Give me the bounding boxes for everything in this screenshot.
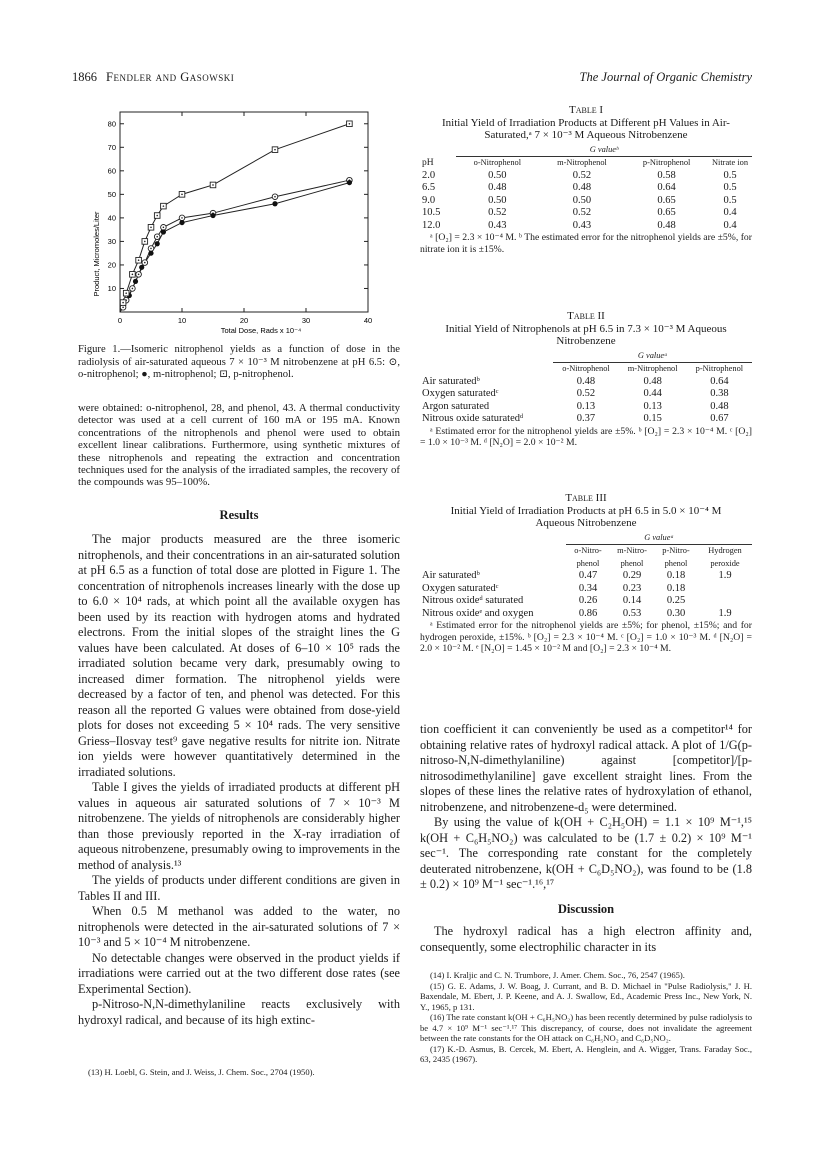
marker-dot bbox=[138, 259, 140, 261]
cell: 0.65 bbox=[657, 207, 676, 218]
p-nitrophenol-point bbox=[347, 121, 353, 127]
o-nitrophenol-point bbox=[272, 194, 278, 200]
cell: 0.86 bbox=[578, 607, 598, 619]
marker-dot bbox=[122, 302, 124, 304]
col-header: pH bbox=[422, 157, 434, 168]
x-tick-label: 20 bbox=[239, 316, 249, 325]
p-nitrophenol-point bbox=[179, 192, 185, 198]
marker-dot bbox=[181, 217, 183, 219]
cell: 0.4 bbox=[723, 207, 737, 218]
cell: 0.48 bbox=[710, 400, 729, 412]
table-2-label: Table II bbox=[567, 310, 605, 322]
m-nitrophenol-point bbox=[161, 229, 166, 234]
page-number: 1866 bbox=[72, 70, 97, 84]
cell: 0.15 bbox=[643, 413, 662, 424]
cell: 12.0 bbox=[422, 219, 441, 231]
p-nitrophenol-point bbox=[272, 147, 278, 153]
table-1 bbox=[420, 104, 752, 255]
marker-dot bbox=[138, 274, 140, 276]
marker-dot bbox=[163, 205, 165, 207]
cell: 0.50 bbox=[488, 194, 507, 206]
paragraph: The yields of products under different conditions are given in Tables II and III. bbox=[78, 873, 400, 903]
footnote-text: ᵃ Estimated error for the nitrophenol yields are ±5%; for phenol, ±15%; and for hydrogen peroxide, ±15%. ᵇ [O₂] = 2.3 × 10⁻⁴ M. ᶜ [O₂] = 1.0 × 10⁻³ M. ᵈ [N₂O] = 2.0 × 10⁻² M. ᵉ [N₂O] = 1.45 × 10⁻² M and [O₂] = 2.3 × 10⁻⁴ M. bbox=[420, 620, 752, 654]
cell: Oxygen saturatedᶜ bbox=[422, 388, 499, 399]
paragraph: p-Nitroso-N,N-dimethylaniline reacts exclusively with hydroxyl radical, and because of its high extinc- bbox=[78, 997, 400, 1027]
x-tick-label: 0 bbox=[117, 316, 123, 325]
cell: 0.23 bbox=[622, 582, 642, 594]
cell: Air saturatedᵇ bbox=[422, 375, 480, 387]
paragraph: The hydroxyl radical has a high electron affinity and, consequently, some electrophilic character in its bbox=[420, 924, 752, 954]
x-tick-label: 40 bbox=[363, 316, 373, 325]
m-nitrophenol-point bbox=[347, 180, 352, 185]
cell bbox=[698, 583, 752, 596]
col-header: m-Nitrophenol bbox=[627, 364, 678, 373]
paragraph: When 0.5 M methanol was added to the water, no nitrophenols were detected in the air-saturated solutions of 7 × 10⁻³ and 5 × 10⁻⁴ M nitrobenzene. bbox=[78, 904, 400, 949]
col-header: m-Nitro-phenol bbox=[617, 546, 647, 568]
y-tick-label: 50 bbox=[107, 189, 116, 199]
marker-dot bbox=[132, 274, 134, 276]
m-nitrophenol-point bbox=[133, 279, 138, 284]
results-text bbox=[78, 532, 400, 1028]
paragraph: tion coefficient it can conveniently be used as a competitor¹⁴ for obtaining relative rates of hydroxyl radical attack. A plot of 1/G(p-nitroso-N,N-dimethylaniline) against [competitor]/[p-nitrosodimethylaniline] gave excellent straight lines. From the slopes of these lines the relative rates of hydroxylation of ethanol, nitrobenzene, and nitrobenzene-d₅ were determined. bbox=[420, 722, 752, 814]
cell: 0.52 bbox=[572, 207, 592, 218]
cell: 1.9 bbox=[718, 607, 732, 619]
marker-dot bbox=[163, 226, 165, 228]
cell: 10.5 bbox=[422, 207, 441, 218]
p-nitrophenol-point bbox=[120, 300, 126, 306]
cell: 0.52 bbox=[576, 388, 596, 399]
m-nitrophenol-point bbox=[210, 213, 215, 218]
o-nitrophenol-point bbox=[142, 260, 148, 266]
col-header: p-Nitro-phenol bbox=[662, 546, 690, 568]
cell: 0.37 bbox=[576, 413, 596, 424]
cell: 0.5 bbox=[723, 182, 737, 193]
col-header: Nitrate ion bbox=[711, 158, 749, 167]
marker-dot bbox=[150, 248, 152, 250]
table-2 bbox=[420, 310, 752, 449]
footnote-15: (15) G. E. Adams, J. W. Boag, J. Currant, and B. D. Michael in "Pulse Radiolysis," J. H. Baxendale, M. Ebert, J. P. Keene, and A. J. Swallow, Ed., Academic Press Inc., New York, N. Y., 1965, p 131. bbox=[420, 980, 752, 1012]
p-nitrophenol-point bbox=[136, 257, 142, 263]
m-nitrophenol-point bbox=[179, 220, 184, 225]
m-nitrophenol-point bbox=[148, 251, 153, 256]
nitrophenol-dose-chart bbox=[78, 104, 398, 340]
table-1-label: Table I bbox=[568, 104, 604, 116]
p-nitrophenol-point bbox=[161, 203, 167, 209]
discussion-text bbox=[420, 924, 752, 955]
o-nitrophenol-point bbox=[154, 234, 160, 240]
table-row bbox=[420, 413, 752, 426]
plot-frame bbox=[120, 112, 368, 312]
m-nitrophenol-curve bbox=[120, 183, 349, 312]
cell bbox=[698, 595, 752, 608]
section-heading-results: Results bbox=[219, 508, 259, 522]
figure-caption: Figure 1.—Isomeric nitrophenol yields as a function of dose in the radiolysis of air-saturated aqueous 7 × 10⁻³ M nitrobenzene at pH 6.5: ⊙, o-nitrophenol; ●, m-nitrophenol; ⊡, p-nitrophenol. bbox=[78, 344, 400, 380]
p-nitrophenol-point bbox=[130, 272, 136, 278]
marker-dot bbox=[156, 215, 158, 217]
table-1-title: Initial Yield of Irradiation Products at Different pH Values in Air-Saturated,ᵃ 7 × 10⁻³ M Aqueous Nitrobenzene bbox=[442, 116, 730, 141]
table-2-footnote bbox=[420, 426, 752, 449]
footnote-17: (17) K.-D. Asmus, B. Cercek, M. Ebert, A. Henglein, and A. Wigger, Trans. Faraday Soc., 63, 2435 (1967). bbox=[420, 1043, 752, 1064]
y-tick-label: 80 bbox=[107, 119, 116, 129]
x-tick-label: 10 bbox=[177, 316, 187, 325]
paragraph: were obtained: o-nitrophenol, 28, and phenol, 43. A thermal conductivity detector was used at a cell current of 160 mA or 195 mA. Known concentrations of the nitrophenols and phenol were used to obtain excellent linear calibrations. Furthermore, using synthetic mixtures of these nitrophenols and repeating the extraction and concentration techniques used for the analysis of the irradiated samples, the recovery of the compounds was 95–100%. bbox=[78, 402, 400, 489]
cell: 0.18 bbox=[666, 582, 686, 594]
table-3-footnote bbox=[420, 620, 752, 655]
marker-dot bbox=[144, 262, 146, 264]
y-tick-label: 40 bbox=[107, 213, 116, 223]
right-column-text bbox=[420, 722, 752, 893]
table-row bbox=[420, 207, 752, 220]
paragraph: Table I gives the yields of irradiated products at different pH values in aqueous air saturated solutions of 7 × 10⁻³ M nitrobenzene. The yields of nitrophenols are considerably higher than those previously reported in the X-ray irradiation of aqueous nitrobenzene, presumably owing to improvements in the method of analysis.¹³ bbox=[78, 780, 400, 872]
p-nitrophenol-point bbox=[148, 224, 154, 230]
cell: 1.9 bbox=[718, 570, 732, 581]
cell: 0.5 bbox=[723, 194, 737, 206]
cell: 0.18 bbox=[666, 570, 686, 581]
m-nitrophenol-point bbox=[272, 201, 277, 206]
marker-dot bbox=[349, 123, 351, 125]
cell: 0.4 bbox=[723, 219, 737, 231]
y-tick-label: 30 bbox=[107, 236, 116, 246]
marker-dot bbox=[274, 196, 276, 198]
cell: 0.47 bbox=[578, 570, 598, 581]
table-1-footnote bbox=[420, 232, 752, 255]
cell: 6.5 bbox=[422, 182, 436, 193]
cell: 0.50 bbox=[572, 194, 592, 206]
y-tick-label: 70 bbox=[107, 142, 116, 152]
o-nitrophenol-point bbox=[130, 286, 136, 292]
cell: 0.26 bbox=[578, 595, 598, 606]
o-nitrophenol-point bbox=[148, 246, 154, 252]
paragraph: The major products measured are the three isomeric nitrophenols, and their concentrations in an air-saturated solution at pH 6.5 as a function of total dose are plotted in Figure 1. The concentration of nitrophenols increases linearly with the dose up to 6.0 × 10⁴ rads, at which point all the available oxygen has been used by its reaction with hydrogen atoms and hydrated electrons. From the initial slopes of the straight lines the G values have been calculated. At doses of 6–10 × 10⁵ rads the irradiated solution became very dark, presumably owing to increased dimer formation. The nitrophenol yields were decreased by a factor of ten, and phenol was detected. For this reason all the reported G values were obtained from dose-yield plots for doses not exceeding 5 × 10⁴ rads. The very sensitive Griess–Ilosvay test⁹ gave negative results for nitrite ion. Nitrate ion yields were however quantitatively determined in the irradiated solutions. bbox=[78, 532, 400, 779]
p-nitrophenol-point bbox=[154, 213, 160, 219]
cell: 0.53 bbox=[622, 607, 642, 619]
y-tick-label: 60 bbox=[107, 166, 116, 176]
x-axis-label: Total Dose, Rads x 10⁻⁴ bbox=[220, 326, 302, 335]
journal-name: The Journal of Organic Chemistry bbox=[579, 70, 752, 84]
marker-dot bbox=[132, 288, 134, 290]
table-row bbox=[420, 608, 752, 621]
table-3-g-header: G valueᵃ bbox=[644, 532, 674, 542]
table-3 bbox=[420, 492, 752, 655]
table-1-g-header: G valueᵇ bbox=[589, 144, 619, 154]
cell: 0.43 bbox=[572, 219, 592, 231]
paragraph: By using the value of k(OH + C₂H₅OH) = 1.1 × 10⁹ M⁻¹,¹⁵ k(OH + C₆H₅NO₂) was calculated to be (1.7 ± 0.2) × 10⁹ M⁻¹ sec⁻¹. The corresponding rate constant for the completely deuterated nitrobenzene, k(OH + C₆D₅NO₂), was found to be (1.8 ± 0.2) × 10⁹ M⁻¹ sec⁻¹.¹⁶,¹⁷ bbox=[420, 815, 752, 891]
col-header: Hydrogen peroxide bbox=[708, 546, 742, 568]
figure-1 bbox=[78, 104, 398, 340]
cell: 0.52 bbox=[488, 207, 507, 218]
cell: 0.52 bbox=[572, 169, 592, 181]
cell: 0.29 bbox=[622, 570, 642, 581]
marker-dot bbox=[125, 292, 127, 294]
cell: 0.30 bbox=[666, 607, 686, 619]
footnote-13 bbox=[78, 1067, 400, 1078]
y-axis-label: Product, Micromoles/Liter bbox=[92, 211, 101, 297]
table-row bbox=[420, 376, 752, 389]
marker-dot bbox=[274, 149, 276, 151]
marker-dot bbox=[150, 226, 152, 228]
methods-paragraph-end bbox=[78, 402, 400, 489]
table-row bbox=[420, 570, 752, 583]
table-row bbox=[420, 220, 752, 233]
marker-dot bbox=[181, 194, 183, 196]
o-nitrophenol-curve bbox=[120, 180, 349, 312]
marker-dot bbox=[156, 236, 158, 238]
cell: Nitrous oxideᵉ and oxygen bbox=[422, 607, 534, 619]
cell: Argon saturated bbox=[422, 400, 490, 412]
col-header: o-Nitro-phenol bbox=[574, 546, 602, 568]
o-nitrophenol-point bbox=[179, 215, 185, 221]
cell: 0.50 bbox=[488, 169, 507, 181]
cell: 0.25 bbox=[666, 595, 686, 606]
marker-dot bbox=[212, 184, 214, 186]
footnote-14: (14) I. Kraljic and C. N. Trumbore, J. Amer. Chem. Soc., 76, 2547 (1965). bbox=[430, 970, 685, 980]
cell: Air saturatedᵇ bbox=[422, 570, 480, 581]
m-nitrophenol-point bbox=[139, 265, 144, 270]
table-row bbox=[420, 195, 752, 208]
cell: 0.48 bbox=[572, 182, 592, 193]
footnote-16: (16) The rate constant k(OH + C₆H₅NO₂) has been recently determined by pulse radiolysis to be 4.7 × 10⁹ M⁻¹ sec⁻¹.¹⁷ This discrepancy, of course, does not invalidate the agreement between the rate constants for the OH attack on C₆H₅NO₂ and C₆D₅NO₂. bbox=[420, 1012, 752, 1043]
p-nitrophenol-point bbox=[210, 182, 216, 188]
col-header: o-Nitrophenol bbox=[562, 364, 610, 373]
cell: 9.0 bbox=[422, 194, 436, 206]
cell: Nitrous oxide saturatedᵈ bbox=[422, 413, 524, 424]
table-2-g-header: G valueᵃ bbox=[637, 350, 668, 360]
section-heading-discussion: Discussion bbox=[557, 902, 615, 916]
p-nitrophenol-point bbox=[142, 239, 148, 245]
paragraph: No detectable changes were observed in the product yields if irradiations were carried out at the two different dose rates (see Experimental Section). bbox=[78, 950, 400, 996]
cell: 0.38 bbox=[710, 388, 729, 399]
col-header: p-Nitrophenol bbox=[642, 158, 691, 167]
o-nitrophenol-point bbox=[161, 224, 167, 230]
footnote-text: ᵃ Estimated error for the nitrophenol yields are ±5%. ᵇ [O₂] = 2.3 × 10⁻⁴ M. ᶜ [O₂] = 1.0 × 10⁻³ M. ᵈ [N₂O] = 2.0 × 10⁻² M. bbox=[420, 425, 752, 448]
cell: 0.48 bbox=[643, 375, 662, 387]
marker-dot bbox=[122, 306, 124, 308]
table-row bbox=[420, 182, 752, 195]
table-3-label: Table III bbox=[565, 492, 607, 504]
m-nitrophenol-point bbox=[155, 241, 160, 246]
footnotes-right bbox=[420, 970, 752, 1065]
cell: 0.64 bbox=[657, 182, 676, 193]
table-2-title: Initial Yield of Nitrophenols at pH 6.5 in 7.3 × 10⁻³ M Aqueous Nitrobenzene bbox=[445, 322, 727, 347]
cell: 0.67 bbox=[710, 413, 729, 424]
x-tick-label: 30 bbox=[301, 316, 311, 325]
y-tick-label: 10 bbox=[107, 283, 116, 293]
cell: 0.48 bbox=[488, 182, 507, 193]
table-row bbox=[420, 388, 752, 401]
col-header: p-Nitrophenol bbox=[695, 364, 744, 373]
table-3-grid bbox=[420, 532, 752, 621]
cell: 0.48 bbox=[657, 219, 676, 231]
cell: 0.13 bbox=[643, 400, 662, 412]
cell: 2.0 bbox=[422, 169, 436, 181]
col-header: o-Nitrophenol bbox=[473, 158, 522, 167]
cell: Nitrous oxideᵈ saturated bbox=[422, 595, 524, 606]
cell: Oxygen saturatedᶜ bbox=[422, 582, 499, 594]
cell: 0.48 bbox=[576, 375, 596, 387]
col-header: m-Nitrophenol bbox=[557, 158, 607, 167]
o-nitrophenol-point bbox=[136, 272, 142, 278]
p-nitrophenol-point bbox=[123, 290, 129, 296]
running-authors: Fendler and Gasowski bbox=[106, 70, 235, 84]
table-row bbox=[420, 583, 752, 596]
marker-dot bbox=[144, 241, 146, 243]
table-row bbox=[420, 170, 752, 183]
cell: 0.13 bbox=[576, 400, 596, 412]
table-row bbox=[420, 401, 752, 414]
table-1-grid bbox=[420, 144, 752, 233]
cell: 0.43 bbox=[488, 219, 507, 231]
footnote-text: ᵃ [O₂] = 2.3 × 10⁻⁴ M. ᵇ The estimated error for the nitrophenol yields are ±5%, for nitrate ion it is ±15%. bbox=[420, 232, 752, 255]
cell: 0.44 bbox=[643, 388, 662, 399]
table-row bbox=[420, 595, 752, 608]
footnote-text: (13) H. Loebl, G. Stein, and J. Weiss, J. Chem. Soc., 2704 (1950). bbox=[88, 1067, 315, 1077]
table-3-title: Initial Yield of Irradiation Products at pH 6.5 in 5.0 × 10⁻⁴ M Aqueous Nitrobenzene bbox=[450, 504, 722, 529]
cell: 0.65 bbox=[657, 194, 676, 206]
cell: 0.34 bbox=[578, 582, 598, 594]
table-2-grid bbox=[420, 350, 752, 426]
cell: 0.5 bbox=[723, 169, 737, 181]
y-tick-label: 20 bbox=[107, 260, 116, 270]
cell: 0.58 bbox=[657, 169, 676, 181]
cell: 0.64 bbox=[710, 375, 729, 387]
cell: 0.14 bbox=[622, 595, 642, 606]
